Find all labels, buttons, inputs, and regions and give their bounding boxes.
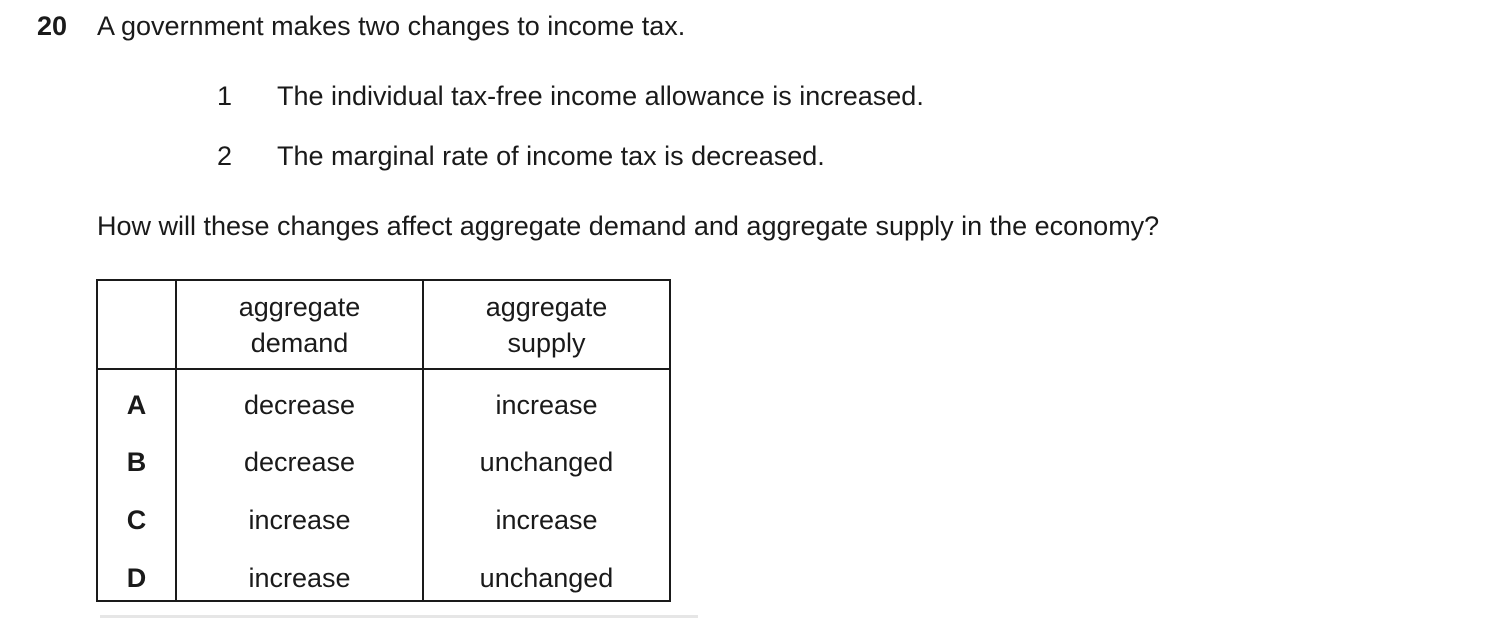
item-1-number: 1 [217,81,233,111]
numbered-item-1 [217,80,924,112]
option-letter-column-header [97,280,176,369]
option-d-aggregate-demand: increase [176,543,423,601]
item-2-text: The marginal rate of income tax is decreased. [277,141,825,171]
option-b-letter: B [97,427,176,485]
answer-options-table [96,279,671,602]
aggregate-demand-column-header [176,280,423,369]
question-number: 20 [37,11,68,41]
option-c-aggregate-demand: increase [176,485,423,543]
option-d-letter: D [97,543,176,601]
item-1-text: The individual tax-free income allowance is increased. [277,81,924,111]
option-a-aggregate-demand: decrease [176,369,423,427]
table-row-option-a [97,369,670,427]
scan-artifact [100,615,698,618]
option-d-aggregate-supply: unchanged [423,543,670,601]
numbered-item-2 [217,140,825,172]
option-a-aggregate-supply: increase [423,369,670,427]
table-row-option-d [97,543,670,601]
option-c-aggregate-supply: increase [423,485,670,543]
item-2-number: 2 [217,141,233,171]
aggregate-demand-header-label: aggregate demand [238,291,361,358]
question-prompt: How will these changes affect aggregate demand and aggregate supply in the economy? [97,211,1160,241]
aggregate-supply-header-label: aggregate supply [485,291,608,358]
table-row-option-b [97,427,670,485]
question-header [37,10,685,42]
option-b-aggregate-supply: unchanged [423,427,670,485]
table-row-option-c [97,485,670,543]
option-b-aggregate-demand: decrease [176,427,423,485]
option-a-letter: A [97,369,176,427]
question-stem: A government makes two changes to income tax. [97,11,686,41]
aggregate-supply-column-header [423,280,670,369]
option-c-letter: C [97,485,176,543]
table-header-row [97,280,670,369]
